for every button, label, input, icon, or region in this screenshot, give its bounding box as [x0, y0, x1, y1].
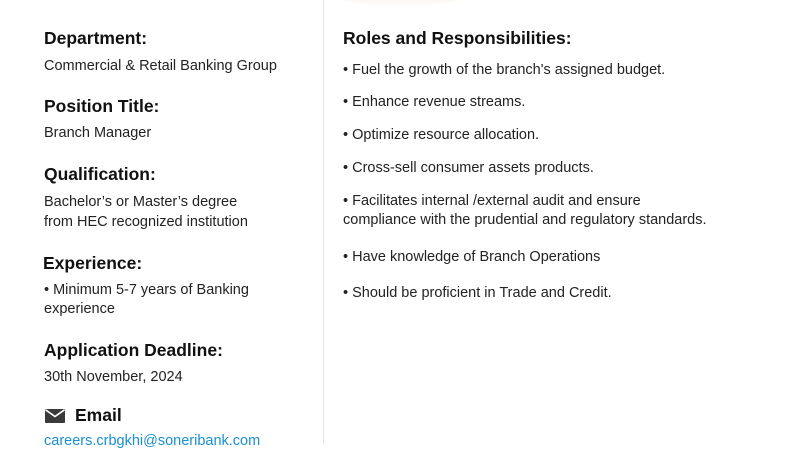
email-heading-row [45, 405, 122, 426]
roles-item: • Optimize resource allocation. [343, 127, 540, 143]
experience-heading: Experience: [43, 253, 143, 273]
qualification-line: from HEC recognized institution [44, 214, 248, 230]
top-decoration [320, 0, 480, 6]
deadline-heading: Application Deadline: [44, 340, 223, 360]
qualification-line: Bachelor’s or Master’s degree [44, 194, 238, 210]
roles-item-continuation: compliance with the prudential and regulatory standards. [343, 212, 707, 228]
roles-item: • Cross-sell consumer assets products. [343, 160, 594, 176]
roles-item: • Have knowledge of Branch Operations [343, 249, 601, 265]
email-heading: Email [75, 405, 122, 425]
roles-heading: Roles and Responsibilities: [343, 28, 572, 48]
experience-line: • Minimum 5-7 years of Banking [44, 282, 249, 298]
qualification-heading: Qualification: [44, 164, 156, 184]
roles-item: • Should be proficient in Trade and Credit. [343, 285, 612, 301]
experience-line: experience [44, 301, 115, 317]
envelope-icon [45, 409, 65, 423]
email-link[interactable]: careers.crbgkhi@soneribank.com [44, 433, 261, 449]
column-divider [323, 0, 324, 445]
deadline-value: 30th November, 2024 [44, 369, 183, 385]
roles-item: • Enhance revenue streams. [343, 94, 526, 110]
department-value: Commercial & Retail Banking Group [44, 58, 277, 74]
department-heading: Department: [44, 28, 148, 48]
roles-item: • Facilitates internal /external audit and ensure [343, 193, 641, 209]
roles-item: • Fuel the growth of the branch's assigned budget. [343, 62, 666, 78]
position-value: Branch Manager [44, 125, 152, 141]
position-heading: Position Title: [44, 96, 160, 116]
